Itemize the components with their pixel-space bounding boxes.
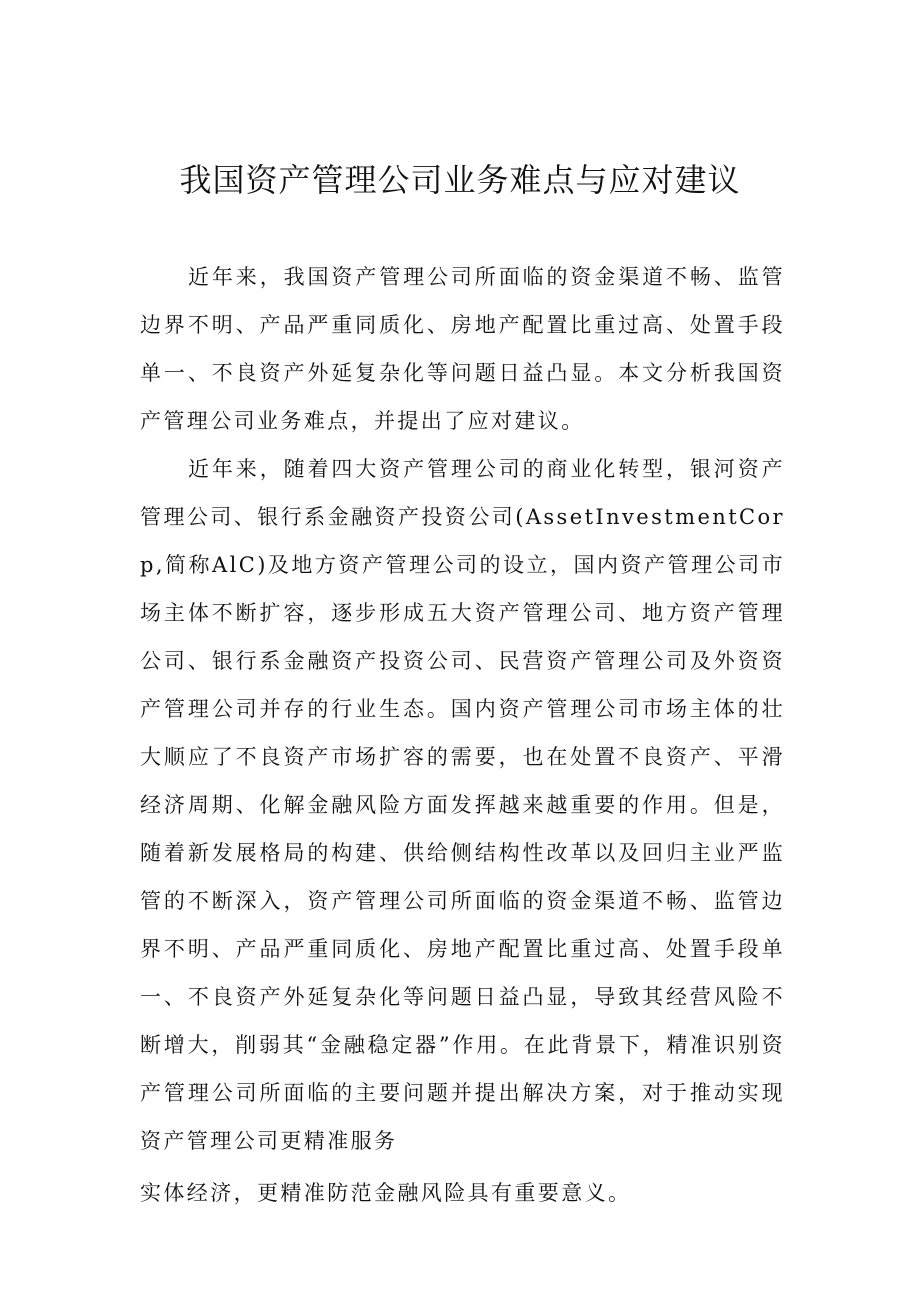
paragraph-abstract: 近年来，我国资产管理公司所面临的资金渠道不畅、监管边界不明、产品严重同质化、房地产配置比重过高、处置手段单一、不良资产外延复杂化等问题日益凸显。本文分析我国资产管理公司业务难点，并提出了应对建议。 (140, 265, 785, 433)
document-title: 我国资产管理公司业务难点与应对建议 (179, 161, 741, 199)
document-body (140, 253, 785, 1217)
paragraph-tail-line: 实体经济，更精准防范金融风险具有重要意义。 (140, 1181, 632, 1205)
paragraph-background: 近年来，随着四大资产管理公司的商业化转型，银河资产管理公司、银行系金融资产投资公司(AssetInvestmentCorp,简称AlC)及地方资产管理公司的设立，国内资产管理公司市场主体不断扩容，逐步形成五大资产管理公司、地方资产管理公司、银行系金融资产投资公司、民营资产管理公司及外资资产管理公司并存的行业生态。国内资产管理公司市场主体的壮大顺应了不良资产市场扩容的需要，也在处置不良资产、平滑经济周期、化解金融风险方面发挥越来越重要的作用。但是，随着新发展格局的构建、供给侧结构性改革以及回归主业严监管的不断深入，资产管理公司所面临的资金渠道不畅、监管边界不明、产品严重同质化、房地产配置比重过高、处置手段单一、不良资产外延复杂化等问题日益凸显，导致其经营风险不断增大，削弱其“金融稳定器”作用。在此背景下，精准识别资产管理公司所面临的主要问题并提出解决方案，对于推动实现资产管理公司更精准服务 (140, 457, 785, 1153)
